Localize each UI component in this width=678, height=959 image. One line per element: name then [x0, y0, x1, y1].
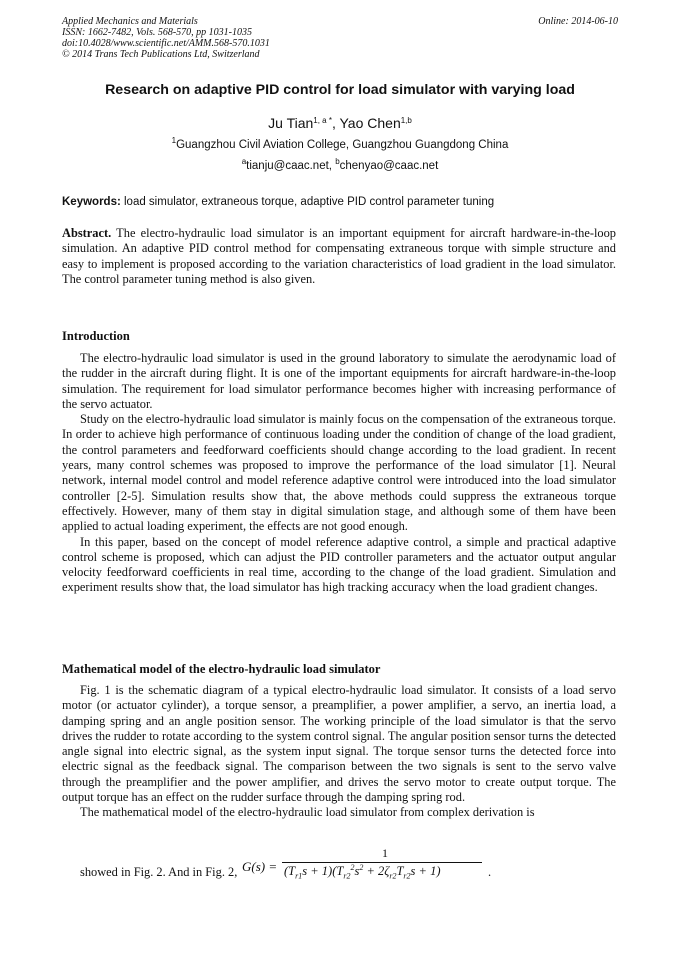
copyright-line: © 2014 Trans Tech Publications Ltd, Switzerland	[62, 49, 260, 60]
email-a-sup: a	[241, 157, 247, 166]
author-1-sup: 1, a *	[313, 116, 332, 125]
doi-line: doi:10.4028/www.scientific.net/AMM.568-570.1031	[62, 38, 270, 49]
author-2-sup: 1,b	[400, 116, 412, 125]
fraction-bar	[282, 862, 482, 863]
author-1: Ju Tian	[268, 115, 314, 131]
intro-paragraph: Study on the electro-hydraulic load simulator is mainly focus on the compensation of the extraneous torque. In order to achieve high performance of continuous loading under the condition of change of the load gradient, the control parameters and feedforward coefficients should change according to the load gradient. In recent years, many control schemes was proposed to improve the performance of the load simulator [1]. Neural network, internal model control and model reference adaptive control were introduced into the load simulator controller [2-5]. Simulation results show that, the above methods could suppress the extraneous torque effectively. However, many of them stay in digital simulation stage, and although some of them have been applied to actual loading experiment, the effects are not good enough.	[62, 412, 616, 534]
paper-title: Research on adaptive PID control for load simulator with varying load	[105, 82, 575, 98]
author-line	[62, 115, 618, 131]
issn-line: ISSN: 1662-7482, Vols. 568-570, pp 1031-1035	[62, 27, 252, 38]
affiliation-text: Guangzhou Civil Aviation College, Guangzhou Guangdong China	[176, 139, 509, 151]
abstract	[62, 226, 616, 287]
equation-numerator: 1	[382, 846, 388, 860]
journal-name: Applied Mechanics and Materials	[62, 16, 198, 27]
keywords	[62, 196, 618, 208]
introduction-body	[62, 351, 616, 596]
keywords-text: load simulator, extraneous torque, adaptive PID control parameter tuning	[120, 196, 495, 208]
online-date: Online: 2014-06-10	[538, 16, 618, 27]
intro-paragraph: The electro-hydraulic load simulator is used in the ground laboratory to simulate the aerodynamic load of the rudder in the aircraft during flight. It is one of the important equipments for aircraft hardware-in-the-loop simulation. The requirement for load simulator performance becomes higher with increasing performance of the servo actuator.	[62, 351, 616, 411]
affiliation-sup: 1	[171, 136, 177, 145]
affiliation	[62, 136, 618, 151]
math-model-heading: Mathematical model of the electro-hydraulic load simulator	[62, 662, 381, 676]
email-a: tianju@caac.net,	[246, 160, 336, 172]
equation-lead-text: showed in Fig. 2. And in Fig. 2,	[80, 865, 238, 879]
author-separator: ,	[331, 115, 340, 131]
equation-denominator: $(T_{r1}s + 1)(T_{r2}^2s^2 + 2\zeta_{r2}T_{r2}s + 1)$	[284, 863, 441, 881]
journal-header	[62, 16, 618, 60]
abstract-label: Abstract.	[62, 226, 112, 240]
math-model-body	[62, 683, 616, 821]
email-b: chenyao@caac.net	[339, 160, 439, 172]
intro-paragraph: In this paper, based on the concept of model reference adaptive control, a simple and practical adaptive control scheme is proposed, which can adjust the PID controller parameters and the actuator output angular velocity feedforward coefficients in real time, according to the change of the load gradient. Simulation and experiment results show that, the load simulator has high tracking accuracy when the load gradient changes.	[62, 534, 616, 595]
equation-lhs: G(s) =	[242, 859, 278, 874]
keywords-label: Keywords:	[62, 196, 121, 208]
email-b-sup: b	[335, 157, 340, 166]
math-paragraph: The mathematical model of the electro-hydraulic load simulator from complex derivation is	[80, 805, 535, 820]
equation-terminator: .	[488, 865, 492, 879]
author-2: Yao Chen	[339, 115, 401, 131]
email-line	[62, 157, 618, 172]
introduction-heading: Introduction	[62, 329, 130, 343]
abstract-text: The electro-hydraulic load simulator is an important equipment for aircraft hardware-in-the-loop simulation. An adaptive PID control method for compensating extraneous torque with simple structure and easy to implement is proposed according to the variation characteristics of load gradient in the load simulator. The control parameter tuning method is also given.	[62, 226, 616, 286]
equation-line	[62, 846, 618, 886]
math-paragraph: Fig. 1 is the schematic diagram of a typical electro-hydraulic load simulator. It consists of a load servo motor (or actuator cylinder), a torque sensor, a preamplifier, a power amplifier, a servo, an inertia load, a damping spring and an angle position sensor. The working principle of the load simulator is that the servo drives the rudder to rotate according to the system control signal. The angular position sensor turns the detected angle signal into electric signal, as the system input signal. The torque sensor turns the detected force into electric signal as the feedback signal. The comparison between the two signals is sent to the servo valve through the preamplifier and the power amplifier, and drives the servo motor to create output torque. The output torque has an effect on the rudder surface through the damping spring rod.	[62, 683, 616, 805]
